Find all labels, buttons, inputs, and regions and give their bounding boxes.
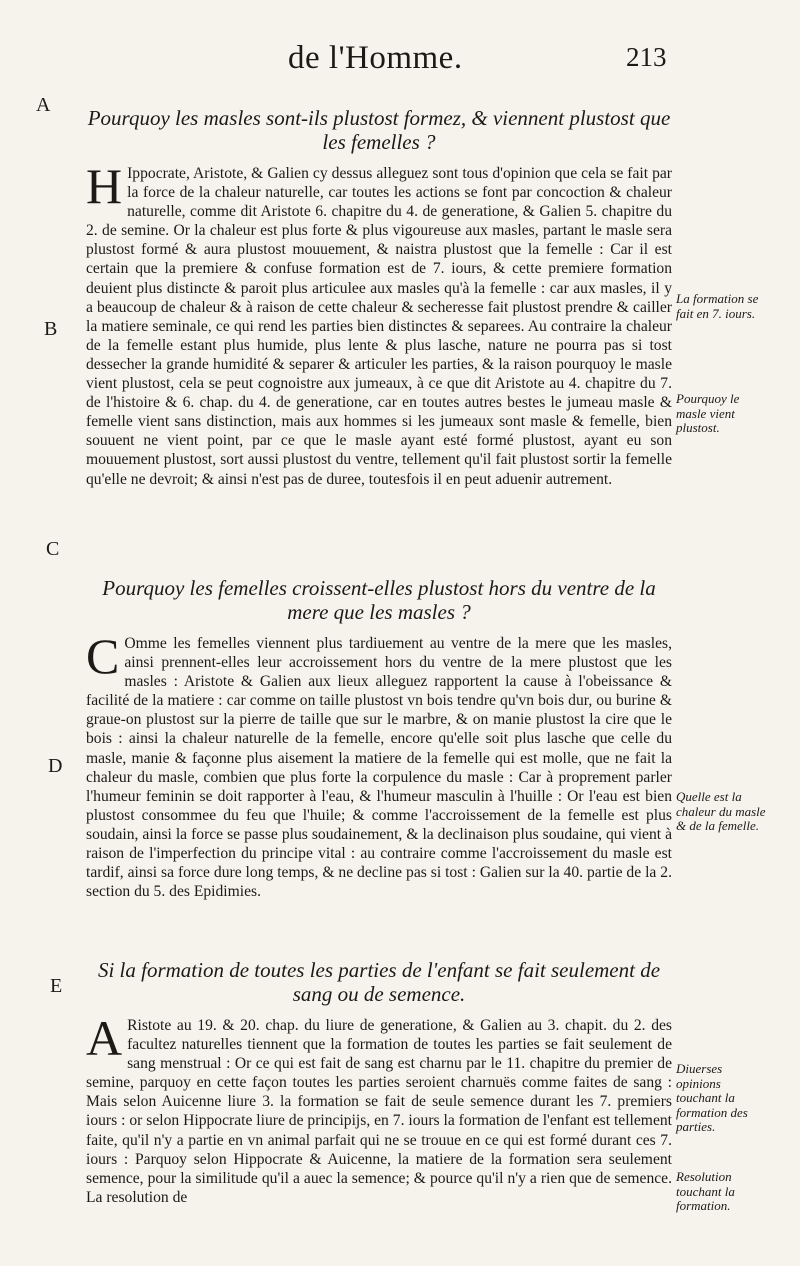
section-body <box>86 158 672 489</box>
section-1 <box>86 106 672 489</box>
section-2 <box>86 576 672 901</box>
drop-cap: C <box>86 628 120 684</box>
section-3 <box>86 958 672 1207</box>
section-body <box>86 1010 672 1207</box>
margin-marker-b: B <box>44 318 58 340</box>
section-text: Ristote au 19. & 20. chap. du liure de generatione, & Galien au 3. chapit. du 2. des facultez naturelles tiennent que la formation de toutes les parties se fait seulement de sang menstrual : Or ce qui est fait de sang est charnu par le 11. chapitre du premier de semine, parquoy en cette façon toutes les parties seroient charnuës comme faites de sang : Mais selon Auicenne liure 3. la formation se fait de seule semence durant les 7. premiers iours : or selon Hippocrate liure de principijs, en 7. iours la formation de l'enfant est tellement faite, qu'il n'y a partie en vn animal parfait qui ne se trouue en ce qui est formé durant ces 7. iours : Parquoy selon Hippocrate & Auicenne, la matiere de la formation sera seulement semence, pour la similitude qu'il a auec la semence; & pource qu'il n'y a rien que de semence. La resolution de <box>86 1017 672 1206</box>
section-body <box>86 628 672 901</box>
margin-note: Resolution touchant la formation. <box>676 1169 735 1213</box>
page-number: 213 <box>626 42 667 72</box>
margin-marker-d: D <box>48 755 63 777</box>
section-text: Ippocrate, Aristote, & Galien cy dessus alleguez sont tous d'opinion que cela se fait par la force de la chaleur naturelle, car toutes les actions se font par concoction & chaleur naturelle, comme dit Aristote 6. chapitre du 4. de generatione, & Galien 5. chapitre du 2. de semine. Or la chaleur est plus forte & plus vigoureuse aux masles, partant le masle sera plustost formé & aura plustost mouuement, & naistra plustost que la femelle : Car il est certain que la premiere & confuse formation est de 7. iours, & cette premiere formation deuient plus distincte & paroit plus articulee aux masles qu'à la femelle : car aux masles, il y a beaucoup de chaleur & à raison de cette chaleur & secheresse fait plustost prendre & cailler la matiere seminale, ce qui rend les parties bien distinctes & separees. Au contraire la chaleur de la femelle estant plus humide, plus lente & plus lasche, nature ne pourra pas si tost dessecher la grande humidité & separer & articuler les parties, & la raison pourquoy le masle vient plustost, cela se peut cognoistre aux jumeaux, à ce que dit Aristote au 4. chapitre du 7. de l'histoire & 6. chap. du 4. de generatione, car en toutes autres bestes le jumeau masle & femelle vient sans distinction, mais aux hommes si les jumeaux sont masle & femelle, bien souuent ne vient point, par ce que le masle ayant esté formé plustost, ayant eu son mouuement plustost, sort aussi plustost du ventre, tellement qu'il fait plustost sortir la femelle qu'elle ne devroit; & ainsi n'est pas de duree, toutesfois il en peut aduenir autrement. <box>86 165 672 488</box>
margin-note: Diuerses opinions touchant la formation des parties. <box>676 1061 748 1134</box>
margin-marker-a: A <box>36 94 51 116</box>
section-text: Omme les femelles viennent plus tardiuement au ventre de la mere que les masles, ainsi prennent-elles leur accroissement hors du ventre de la mere plustost que les masles : Aristote & Galien aux lieux alleguez rapportent la cause à l'obeissance & facilité de la matiere : car comme on taille plustost vn bois tendre qu'vn bois dur, ou burine & graue-on plustost sur la pierre de taille que sur le marbre, & on manie plustost la cire que le bois : ainsi la chaleur naturelle de la femelle, encore qu'elle soit plus lasche que celle du masle, manie & façonne plus aisement la matiere de la femelle qui est molle, que ne fait la chaleur du masle, combien que plus forte la corpulence du masle : Car à proprement parler l'humeur feminin se doit rapporter à l'eau, & l'humeur masculin à l'huille : Or l'eau est bien plustost consommee du feu que l'huile; & comme l'accroissement de la femelle est plus soudain, ainsi la force se passe plus soudainement, & la declinaison plus soudaine, qui vient à raison de l'imperfection du principe vital : au contraire comme l'accroissement du masle est tardif, ainsi sa force dure long temps, & ne decline pas si tost : Galien sur la 40. partie de la 2. section du 5. des Epidimies. <box>86 635 672 901</box>
section-heading: Si la formation de toutes les parties de l'enfant se fait seulement de sang ou de semence. <box>97 958 661 1006</box>
margin-note: Pourquoy le masle vient plustost. <box>676 391 740 435</box>
drop-cap: A <box>86 1010 123 1066</box>
drop-cap: H <box>86 158 123 214</box>
margin-marker-c: C <box>46 538 60 560</box>
running-head <box>0 40 800 80</box>
section-heading: Pourquoy les masles sont-ils plustost formez, & viennent plustost que les femelles ? <box>87 106 671 154</box>
margin-note: Quelle est la chaleur du masle & de la femelle. <box>676 789 766 833</box>
margin-note: La formation se fait en 7. iours. <box>676 291 759 321</box>
section-heading: Pourquoy les femelles croissent-elles plustost hors du ventre de la mere que les masles ? <box>102 576 656 624</box>
running-title: de l'Homme. <box>288 40 463 76</box>
margin-marker-e: E <box>50 975 63 997</box>
